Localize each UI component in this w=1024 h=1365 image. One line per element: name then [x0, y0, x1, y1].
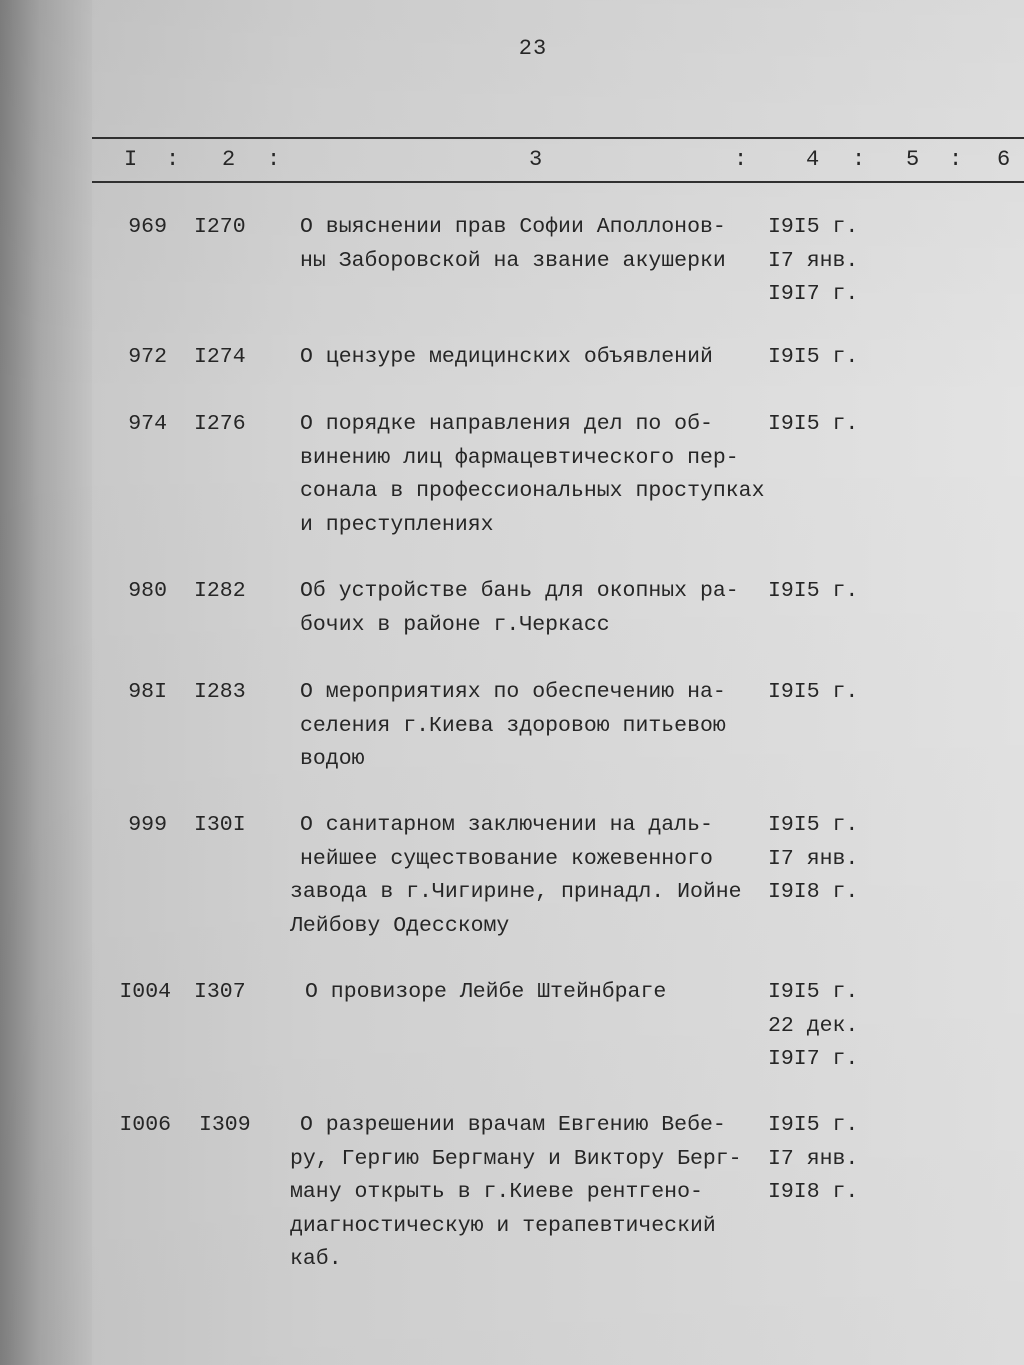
entry-title-line: О провизоре Лейбе Штейнбраге	[305, 980, 667, 1004]
header-col-6: 6	[997, 147, 1011, 172]
entry-date-line: I9I5 г.	[768, 980, 859, 1004]
entry-number: I006	[119, 1113, 171, 1137]
entry-date-line: I9I5 г.	[768, 215, 859, 239]
entry-title-line: каб.	[290, 1247, 342, 1271]
entry-date-line: I7 янв.	[768, 846, 859, 871]
header-col-1: I	[124, 147, 138, 172]
entry-title-line: завода в г.Чигирине, принадл. Иойне	[290, 880, 742, 904]
entry-date-line: I9I8 г.	[768, 1180, 859, 1204]
entry-title-line: О цензуре медицинских объявлений	[300, 345, 713, 369]
entry-date-line: I9I5 г.	[768, 1113, 859, 1137]
entry-title-line: водою	[300, 747, 365, 771]
entry-date-line: I9I5 г.	[768, 412, 859, 436]
entry-number: 999	[128, 813, 167, 837]
entry-date-line: I7 янв.	[768, 248, 859, 273]
entry-title-line: О разрешении врачам Евгению Вебе-	[300, 1113, 726, 1137]
entry-number: 98I	[128, 680, 167, 704]
file-number: I309	[199, 1113, 251, 1137]
entry-dates	[768, 976, 878, 1077]
header-bottom-rule	[92, 181, 1024, 183]
entry-title	[300, 676, 780, 777]
entry-number: 972	[128, 345, 167, 369]
entry-dates	[768, 575, 878, 609]
entry-title	[290, 809, 780, 943]
entry-title	[290, 1109, 780, 1277]
header-col-3: 3	[529, 147, 543, 172]
entry-title-line: Лейбову Одесскому	[290, 913, 510, 938]
entry-title-line: О мероприятиях по обеспечению на-	[300, 680, 726, 704]
entry-date-line: I9I5 г.	[768, 813, 859, 837]
file-number: I307	[194, 980, 246, 1004]
entry-date-line: I9I7 г.	[768, 1047, 859, 1071]
entry-title	[300, 211, 780, 278]
entry-title-line: ру, Гергию Бергману и Виктору Берг-	[290, 1146, 742, 1171]
entry-title-line: ны Заборовской на звание акушерки	[300, 248, 726, 273]
entry-date-line: I9I8 г.	[768, 880, 859, 904]
entry-title-line: Об устройстве бань для окопных ра-	[300, 579, 739, 603]
entry-dates	[768, 1109, 878, 1210]
entry-title-line: ману открыть в г.Киеве рентгено-	[290, 1180, 703, 1204]
header-col-4: 4	[806, 147, 820, 172]
file-number: I274	[194, 345, 246, 369]
entry-title-line: и преступлениях	[300, 512, 494, 537]
entry-number: I004	[119, 980, 171, 1004]
entry-title	[300, 341, 780, 375]
entry-date-line: I9I7 г.	[768, 282, 859, 306]
entry-title-line: О выяснении прав Софии Аполлонов-	[300, 215, 726, 239]
file-number: I282	[194, 579, 246, 603]
entry-title-line: нейшее существование кожевенного	[300, 846, 713, 871]
underlying-page-edge	[0, 0, 92, 1365]
entry-title-line: О санитарном заключении на даль-	[300, 813, 713, 837]
entry-title-line: сонала в профессиональных проступках	[300, 479, 765, 503]
entry-number: 974	[128, 412, 167, 436]
header-col-2: 2	[222, 147, 236, 172]
file-number: I30I	[194, 813, 246, 837]
page-number: 23	[518, 36, 548, 61]
entry-title-line: бочих в районе г.Черкасс	[300, 612, 610, 637]
header-separator: :	[166, 147, 180, 172]
header-separator: :	[949, 147, 963, 172]
entry-title-line: О порядке направления дел по об-	[300, 412, 713, 436]
entry-dates	[768, 341, 878, 375]
header-separator: :	[267, 147, 281, 172]
entry-date-line: 22 дек.	[768, 1013, 859, 1038]
file-number: I276	[194, 412, 246, 436]
entry-date-line: I9I5 г.	[768, 680, 859, 704]
entry-title-line: селения г.Киева здоровою питьевою	[300, 713, 726, 738]
file-number: I270	[194, 215, 246, 239]
entry-dates	[768, 211, 878, 312]
header-col-5: 5	[906, 147, 920, 172]
entry-date-line: I9I5 г.	[768, 345, 859, 369]
entry-dates	[768, 408, 878, 442]
entry-date-line: I7 янв.	[768, 1146, 859, 1171]
entry-title	[300, 408, 780, 542]
entry-title	[300, 575, 780, 642]
header-top-rule	[92, 137, 1024, 139]
entry-number: 980	[128, 579, 167, 603]
entry-number: 969	[128, 215, 167, 239]
header-separator: :	[852, 147, 866, 172]
entry-dates	[768, 676, 878, 710]
file-number: I283	[194, 680, 246, 704]
entry-date-line: I9I5 г.	[768, 579, 859, 603]
entry-dates	[768, 809, 878, 910]
entry-title	[305, 976, 785, 1010]
header-separator: :	[734, 147, 748, 172]
entry-title-line: винению лиц фармацевтического пер-	[300, 445, 739, 470]
entry-title-line: диагностическую и терапевтический	[290, 1213, 716, 1238]
